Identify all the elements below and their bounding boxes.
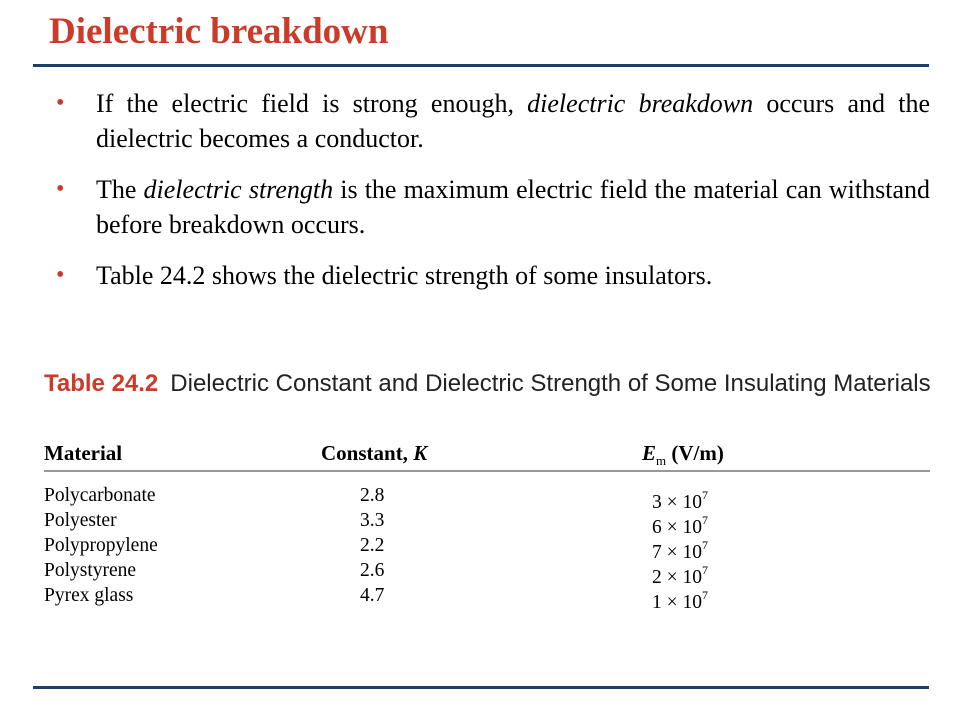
header-material: Material bbox=[44, 441, 123, 465]
strength-times: × 10 bbox=[661, 492, 702, 513]
bullet-emphasis: dielectric breakdown bbox=[527, 89, 754, 118]
cell-constant: 2.6 bbox=[360, 560, 385, 581]
title-divider bbox=[33, 64, 929, 67]
bullet-text: If the electric field is strong enough, bbox=[96, 89, 528, 118]
header-constant-symbol: K bbox=[413, 441, 428, 465]
table-row bbox=[44, 558, 930, 588]
table-number: Table 24.2 bbox=[44, 370, 159, 397]
cell-constant: 2.2 bbox=[360, 535, 385, 556]
strength-exponent: 7 bbox=[702, 488, 708, 502]
header-constant-label: Constant, bbox=[321, 441, 414, 465]
header-constant bbox=[321, 441, 427, 466]
table-body bbox=[44, 483, 930, 613]
bullet-item bbox=[56, 86, 930, 156]
strength-mantissa: 7 bbox=[652, 542, 662, 563]
header-em-unit: (V/m) bbox=[666, 441, 724, 465]
bullet-list bbox=[56, 86, 930, 293]
header-dielectric-strength bbox=[642, 441, 724, 469]
table-row bbox=[44, 508, 930, 538]
strength-exponent: 7 bbox=[702, 588, 708, 602]
cell-constant: 2.8 bbox=[360, 485, 385, 506]
cell-material: Pyrex glass bbox=[44, 585, 134, 606]
strength-mantissa: 3 bbox=[652, 492, 662, 513]
bullet-text: is the maximum electric field the material can withstand before breakdown occurs. bbox=[96, 175, 931, 239]
table-header bbox=[44, 441, 930, 471]
header-em-subscript: m bbox=[656, 453, 667, 469]
bullet-text: occurs and the dielectric becomes a conductor. bbox=[96, 89, 930, 153]
bullet-text: The bbox=[96, 175, 144, 204]
table-title: Dielectric Constant and Dielectric Strength of Some Insulating Materials bbox=[170, 370, 931, 397]
strength-mantissa: 1 bbox=[652, 592, 662, 613]
strength-times: × 10 bbox=[661, 542, 702, 563]
bullet-icon: • bbox=[56, 176, 65, 202]
cell-constant: 4.7 bbox=[360, 585, 385, 606]
cell-strength bbox=[652, 583, 708, 615]
strength-mantissa: 2 bbox=[652, 567, 662, 588]
table-row bbox=[44, 483, 930, 513]
bullet-item bbox=[56, 172, 930, 242]
strength-exponent: 7 bbox=[702, 513, 708, 527]
table-caption bbox=[44, 370, 931, 398]
table-header-divider bbox=[44, 470, 930, 472]
bullet-icon: • bbox=[56, 262, 65, 288]
strength-times: × 10 bbox=[661, 592, 702, 613]
table-row bbox=[44, 583, 930, 613]
bullet-item bbox=[56, 258, 930, 293]
footer-divider bbox=[33, 686, 929, 689]
strength-times: × 10 bbox=[661, 517, 702, 538]
bullet-text: Table 24.2 shows the dielectric strength of some insulators. bbox=[96, 261, 713, 290]
bullet-icon: • bbox=[56, 90, 65, 116]
bullet-emphasis: dielectric strength bbox=[143, 175, 334, 204]
slide-title: Dielectric breakdown bbox=[49, 11, 389, 52]
cell-material: Polyester bbox=[44, 510, 117, 531]
strength-exponent: 7 bbox=[702, 563, 708, 577]
cell-constant: 3.3 bbox=[360, 510, 385, 531]
header-em-symbol: E bbox=[642, 441, 657, 465]
cell-material: Polypropylene bbox=[44, 535, 158, 556]
cell-material: Polycarbonate bbox=[44, 485, 156, 506]
table-row bbox=[44, 533, 930, 563]
strength-times: × 10 bbox=[661, 567, 702, 588]
strength-mantissa: 6 bbox=[652, 517, 662, 538]
strength-exponent: 7 bbox=[702, 538, 708, 552]
cell-material: Polystyrene bbox=[44, 560, 137, 581]
